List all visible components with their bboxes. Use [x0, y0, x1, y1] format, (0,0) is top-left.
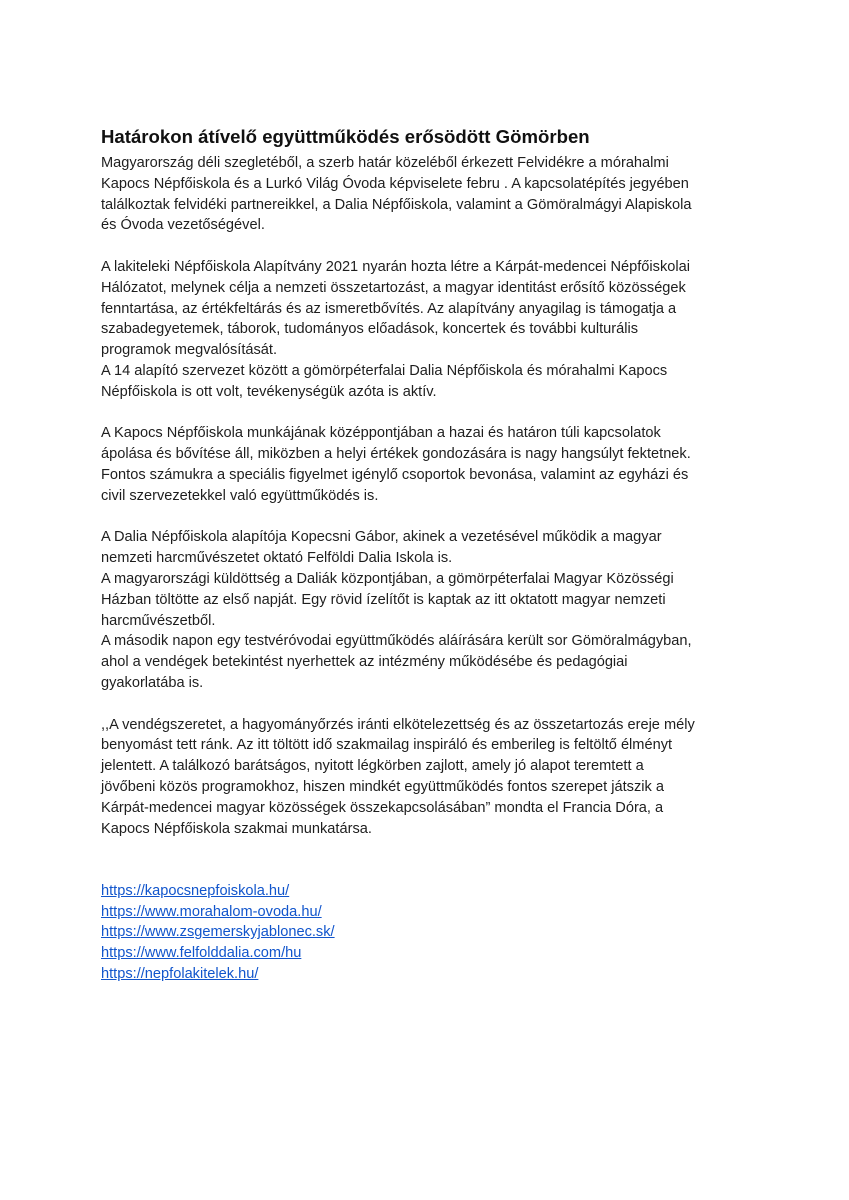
text-line: gyakorlatába is.	[101, 674, 204, 691]
text-line: Kapocs Népfőiskola szakmai munkatársa.	[101, 820, 372, 837]
text-line: Házban töltötte az első napját. Egy rövid ízelítőt is kaptak az itt oktatott magyar nemzeti	[101, 591, 666, 608]
text-line: Fontos számukra a speciális figyelmet igénylő csoportok bevonása, valamint az egyházi és	[101, 466, 689, 483]
text-line: nemzeti harcművészetet oktató Felföldi Dalia Iskola is.	[101, 550, 453, 567]
text-line: és Óvoda vezetőségével.	[101, 217, 265, 234]
text-line: A magyarországi küldöttség a Daliák központjában, a gömörpéterfalai Magyar Közösségi	[101, 570, 674, 587]
blank-line	[101, 236, 753, 257]
text-line: benyomást tett ránk. Az itt töltött idő szakmailag inspiráló és emberileg is feltöltő élményt	[101, 737, 673, 754]
text-line: jövőbeni közös programokhoz, hiszen mindkét együttműködés fontos szerepet játszik a	[101, 778, 664, 795]
text-line: fenntartása, az értékfeltárás és az ismeretbővítés. Az alapítvány anyagilag is támogatja a	[101, 300, 677, 317]
hyperlink[interactable]: https://www.zsgemerskyjablonec.sk/	[101, 924, 335, 941]
text-line: A második napon egy testvéróvodai együttműködés aláírására került sor Gömöralmágyban,	[101, 633, 692, 650]
text-line: ahol a vendégek betekintést nyerhettek az intézmény működésébe és pedagógiai	[101, 654, 628, 671]
text-line: ápolása és bővítése áll, miközben a helyi értékek gondozására is nagy hangsúlyt fektetnek.	[101, 446, 691, 463]
blank-line	[101, 860, 753, 881]
text-line: harcművészetből.	[101, 612, 216, 629]
link-line	[101, 964, 753, 985]
text-line: Hálózatot, melynek célja a nemzeti összetartozást, a magyar identitást erősítő közösségek	[101, 279, 686, 296]
text-line: ,,A vendégszeretet, a hagyományőrzés iránti elkötelezettség és az összetartozás ereje mély	[101, 716, 695, 733]
text-line: A lakiteleki Népfőiskola Alapítvány 2021 nyarán hozta létre a Kárpát-medencei Népfőiskolai	[101, 258, 690, 275]
text-line: civil szervezetekkel való együttműködés is.	[101, 487, 379, 504]
text-line: találkoztak felvidéki partnereikkel, a Dalia Népfőiskola, valamint a Gömöralmágyi Alapiskola	[101, 196, 692, 213]
text-line: Kapocs Népfőiskola és a Lurkó Világ Óvoda képviselete febru . A kapcsolatépítés jegyében	[101, 175, 689, 192]
text-line: A Dalia Népfőiskola alapítója Kopecsni Gábor, akinek a vezetésével működik a magyar	[101, 529, 662, 546]
article-title: Határokon átívelő együttműködés erősödött Gömörben	[101, 126, 590, 147]
text-line: programok megvalósítását.	[101, 342, 278, 359]
text-line: A Kapocs Népfőiskola munkájának középpontjában a hazai és határon túli kapcsolatok	[101, 425, 661, 442]
hyperlink[interactable]: https://www.morahalom-ovoda.hu/	[101, 903, 322, 920]
hyperlink[interactable]: https://nepfolakitelek.hu/	[101, 966, 259, 983]
text-line: Magyarország déli szegletéből, a szerb határ közeléből érkezett Felvidékre a mórahalmi	[101, 155, 669, 171]
text-line: szabadegyetemek, táborok, tudományos előadások, koncertek és további kulturális	[101, 321, 639, 338]
document-content	[101, 126, 753, 985]
blank-line	[101, 507, 753, 528]
link-line	[101, 922, 753, 943]
text-line: A 14 alapító szervezet között a gömörpéterfalai Dalia Népfőiskola és mórahalmi Kapocs	[101, 362, 668, 379]
link-line	[101, 881, 753, 902]
article-body	[101, 153, 753, 985]
text-line: Népfőiskola is ott volt, tevékenységük azóta is aktív.	[101, 383, 437, 400]
hyperlink[interactable]: https://kapocsnepfoiskola.hu/	[101, 882, 290, 899]
blank-line	[101, 839, 753, 860]
hyperlink[interactable]: https://www.felfolddalia.com/hu	[101, 945, 302, 962]
blank-line	[101, 403, 753, 424]
text-line: jelentett. A találkozó barátságos, nyitott légkörben zajlott, amely jó alapot teremtett a	[101, 758, 644, 775]
link-line	[101, 943, 753, 964]
link-line	[101, 902, 753, 923]
text-line: Kárpát-medencei magyar közösségek összekapcsolásában” mondta el Francia Dóra, a	[101, 799, 664, 816]
blank-line	[101, 694, 753, 715]
